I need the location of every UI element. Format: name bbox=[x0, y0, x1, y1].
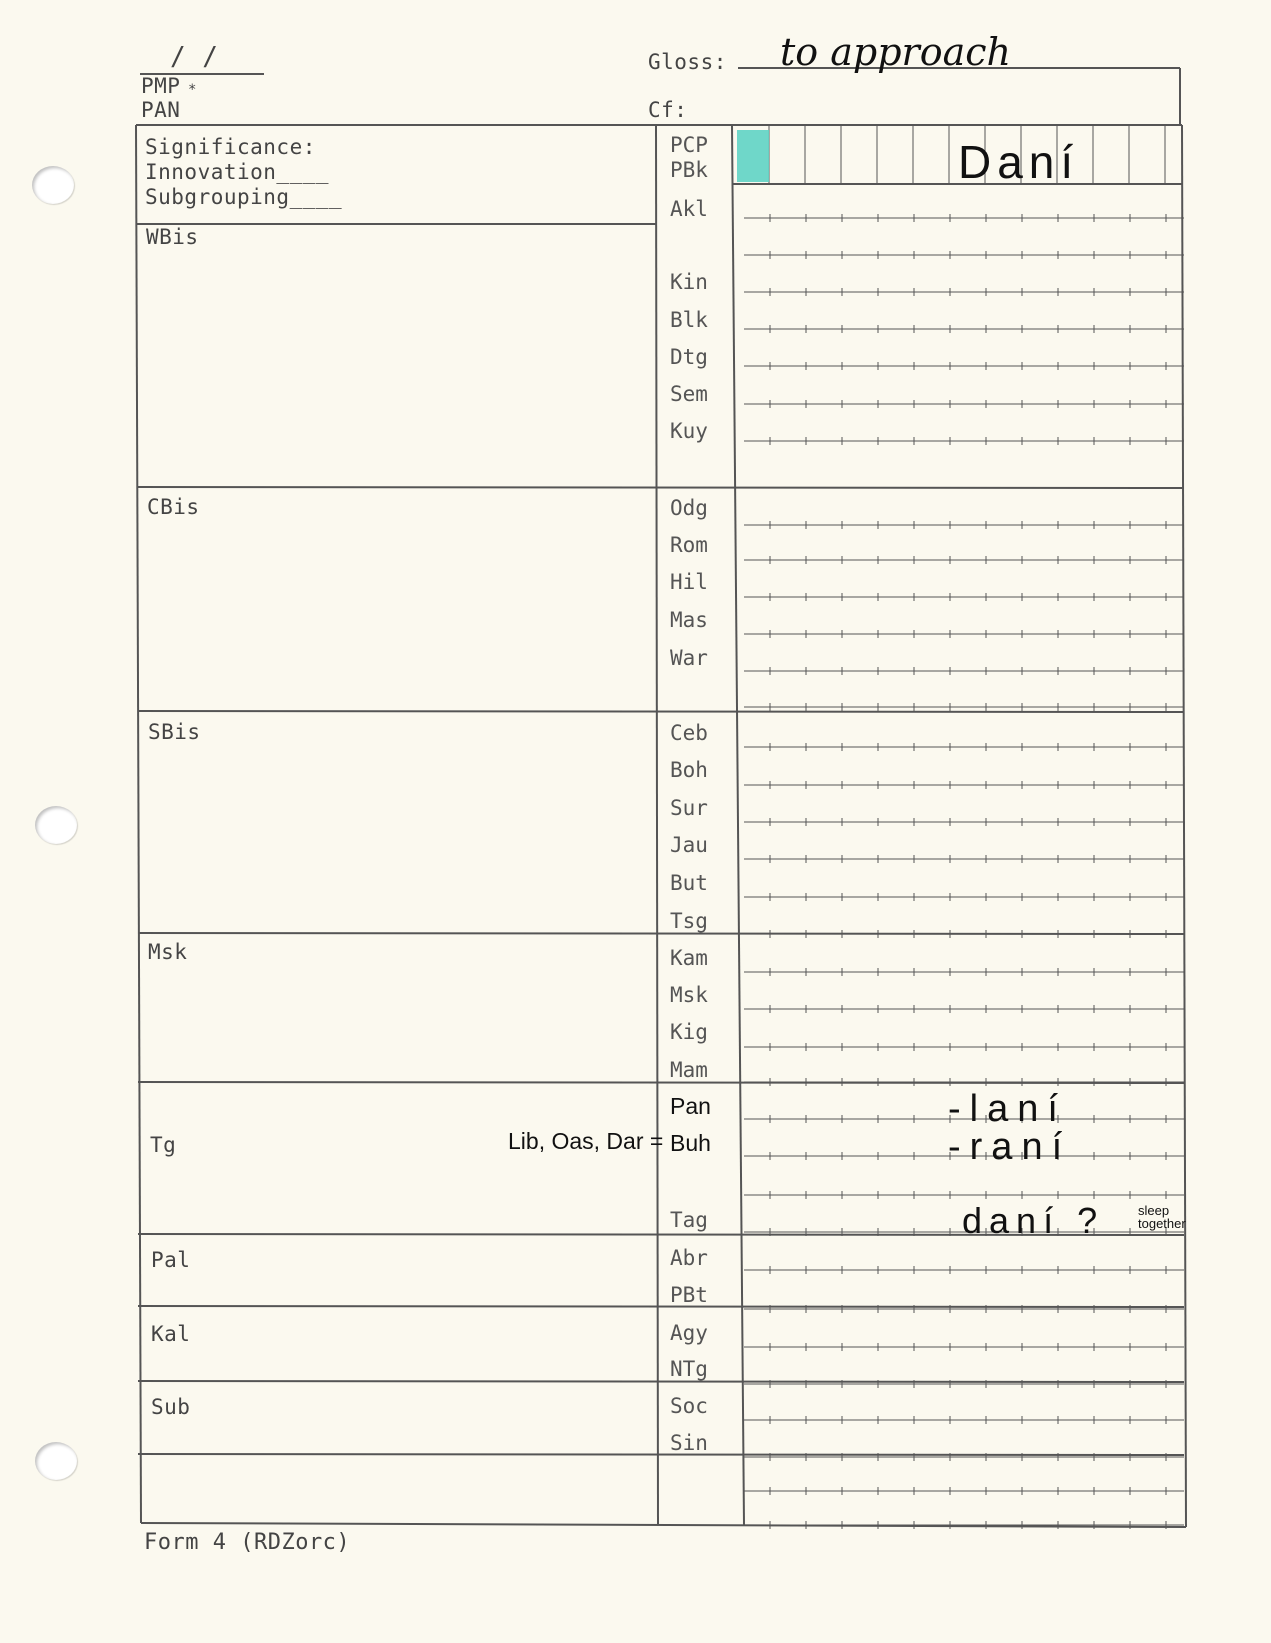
lang-war: War bbox=[670, 646, 708, 670]
lang-mas: Mas bbox=[670, 608, 708, 632]
group-divider-5 bbox=[138, 1306, 1184, 1307]
lang-pan: Pan bbox=[670, 1093, 711, 1119]
lang-hil: Hil bbox=[670, 570, 708, 594]
subgrouping-label: Subgrouping____ bbox=[145, 185, 343, 209]
lang-agy: Agy bbox=[670, 1321, 708, 1345]
lang-boh: Boh bbox=[670, 758, 708, 782]
pmp-label: PMP bbox=[141, 74, 181, 98]
gloss-label: Gloss: bbox=[648, 50, 727, 74]
group-pal: Pal bbox=[151, 1248, 191, 1272]
column-divider-2 bbox=[732, 125, 744, 1525]
significance-title: Significance: bbox=[145, 135, 316, 159]
pmp-star: * bbox=[188, 82, 197, 98]
innovation-label: Innovation____ bbox=[145, 160, 330, 184]
group-wbis: WBis bbox=[146, 225, 199, 249]
lang-tag: Tag bbox=[670, 1208, 708, 1232]
lang-rom: Rom bbox=[670, 533, 708, 557]
group-divider-0 bbox=[138, 487, 1184, 488]
lang-sur: Sur bbox=[670, 796, 708, 820]
lang-pcp: PCP bbox=[670, 133, 708, 157]
pan-label: PAN bbox=[141, 98, 181, 122]
frame-left bbox=[136, 125, 141, 1523]
lang-dtg: Dtg bbox=[670, 345, 708, 369]
lang-mam: Mam bbox=[670, 1058, 708, 1082]
cf-label: Cf: bbox=[648, 98, 688, 122]
lang-msk: Msk bbox=[670, 983, 708, 1007]
lang-pbk: PBk bbox=[670, 158, 708, 182]
entry-pbk: Daní bbox=[958, 136, 1080, 188]
column-divider-1 bbox=[656, 125, 658, 1525]
lang-abr: Abr bbox=[670, 1246, 708, 1270]
lang-but: But bbox=[670, 871, 708, 895]
lang-sin: Sin bbox=[670, 1431, 708, 1455]
lang-kin: Kin bbox=[670, 270, 708, 294]
lang-akl: Akl bbox=[670, 197, 708, 221]
group-sub: Sub bbox=[151, 1395, 191, 1419]
form-footer: Form 4 (RDZorc) bbox=[144, 1530, 351, 1555]
lang-sem: Sem bbox=[670, 382, 708, 406]
group-sbis: SBis bbox=[148, 720, 201, 744]
date-marks: / / bbox=[170, 42, 219, 72]
entry-tag-note: sleep together bbox=[1138, 1203, 1186, 1231]
lang-kuy: Kuy bbox=[670, 419, 708, 443]
lang-blk: Blk bbox=[670, 308, 708, 332]
entry-pan: -laní bbox=[948, 1088, 1067, 1130]
group-divider-7 bbox=[138, 1454, 1184, 1455]
lang-kig: Kig bbox=[670, 1020, 708, 1044]
group-msk: Msk bbox=[148, 940, 188, 964]
lang-jau: Jau bbox=[670, 833, 708, 857]
lang-pbt: PBt bbox=[670, 1283, 708, 1307]
lang-ntg: NTg bbox=[670, 1357, 708, 1381]
frame-right bbox=[1182, 125, 1186, 1527]
group-divider-6 bbox=[138, 1381, 1184, 1382]
group-kal: Kal bbox=[151, 1322, 191, 1346]
lang-ceb: Ceb bbox=[670, 721, 708, 745]
lang-kam: Kam bbox=[670, 946, 708, 970]
group-cbis: CBis bbox=[147, 495, 200, 519]
group-divider-1 bbox=[138, 711, 1184, 712]
group-tg: Tg bbox=[150, 1133, 177, 1157]
lang-soc: Soc bbox=[670, 1394, 708, 1418]
pcp-highlight bbox=[737, 130, 769, 182]
lang-buh: Buh bbox=[670, 1130, 711, 1156]
entry-buh: -raní bbox=[948, 1126, 1072, 1168]
lang-tsg: Tsg bbox=[670, 909, 708, 933]
tg-note: Lib, Oas, Dar = bbox=[508, 1128, 664, 1154]
gloss-value: to approach bbox=[780, 30, 1011, 74]
entry-tag: daní ? bbox=[962, 1200, 1105, 1241]
lang-odg: Odg bbox=[670, 496, 708, 520]
